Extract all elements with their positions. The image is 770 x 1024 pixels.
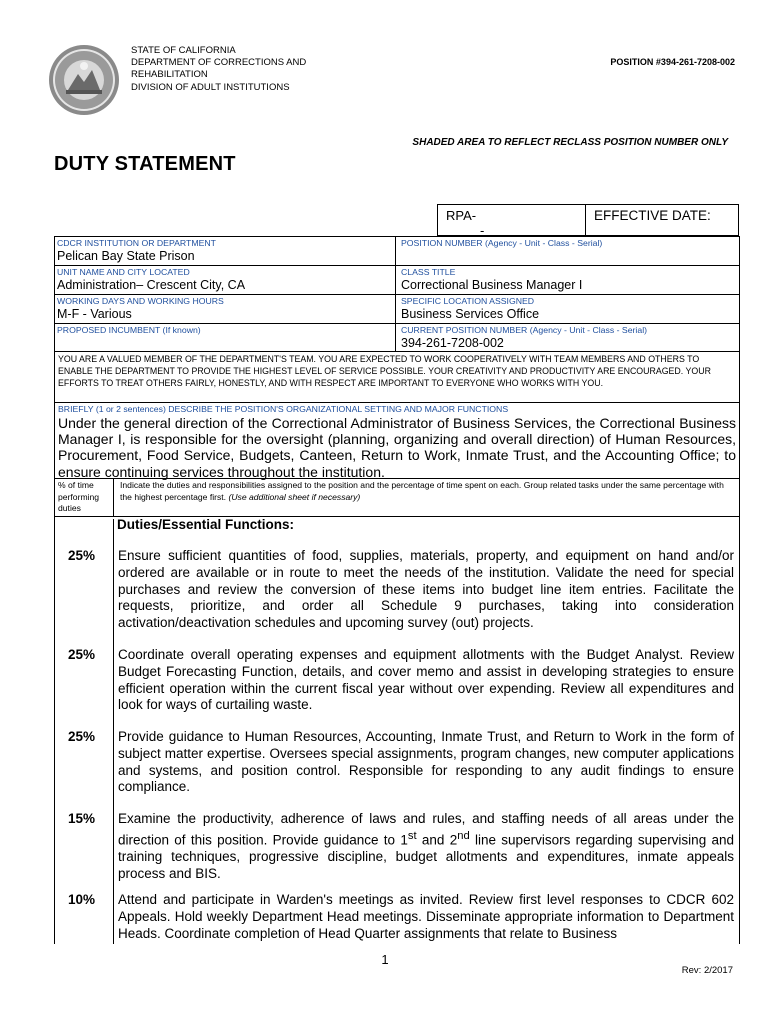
agency-line: STATE OF CALIFORNIA: [131, 45, 236, 56]
form-row-incumbent: [55, 324, 739, 352]
rpa-dash: -: [480, 223, 485, 238]
percent-time-label: % of time performing duties: [58, 480, 100, 513]
current-position-field[interactable]: [395, 324, 740, 351]
cdcr-seal-icon: [48, 44, 120, 116]
team-statement: YOU ARE A VALUED MEMBER OF THE DEPARTMENT'S TEAM. YOU ARE EXPECTED TO WORK COOPERATIVELY WITH TEAM MEMBERS AND OTHERS TO ENABLE THE DEPARTMENT TO PROVIDE THE HIGHEST LEVEL OF SERVICE POSSIBLE. YOUR CREATIVITY AND PRODUCTIVITY ARE ENCOURAGED. YOUR EFFORTS TO TREAT OTHERS FAIRLY, HONESTLY, AND WITH RESPECT ARE IMPORTANT TO EVERYONE WHO WORKS WITH YOU.: [58, 354, 711, 388]
working-days-field[interactable]: [55, 295, 395, 323]
unit-field[interactable]: [55, 266, 395, 294]
duty-text: Provide guidance to Human Resources, Accounting, Inmate Trust, and Return to Work in the form of subject matter expertise. Oversees special assignments, program changes, new computer applications and systems, and position control. Responsible for responding to any audit findings to ensure compliance.: [118, 729, 734, 795]
agency-block: [131, 45, 306, 94]
working-days-label: WORKING DAYS AND WORKING HOURS: [57, 296, 224, 306]
position-number-label: POSITION NUMBER (Agency - Unit - Class - Serial): [401, 238, 603, 248]
duty-percent: 25%: [67, 647, 95, 662]
revision-date: Rev: 2/2017: [681, 965, 733, 976]
effective-date-label: EFFECTIVE DATE:: [594, 208, 711, 223]
specific-location-value: Business Services Office: [401, 307, 540, 321]
duty-text: Coordinate overall operating expenses and equipment allotments with the Budget Analyst. Review Budget Forecasting Function, details, and cover memo and assist in developing strategies to ensure efficient operation within the current fiscal year without over expending. Review all expenditures and look for ways of curtailing waste.: [118, 647, 734, 713]
position-number-header: POSITION #394-261-7208-002: [610, 57, 735, 67]
duty-percent: 15%: [67, 811, 95, 826]
institution-label: CDCR INSTITUTION OR DEPARTMENT: [57, 238, 216, 248]
duty-statement-form: [54, 236, 740, 944]
duties-heading: Duties/Essential Functions:: [117, 517, 295, 532]
duty-text-sup: nd: [457, 829, 470, 842]
duties-column-divider: [113, 519, 114, 944]
duty-text-part: line supervisors regarding supervising and training techniques, progressive discipline, budget allotments and expenditures, inmate appeals process and BIS.: [118, 832, 735, 881]
duty-percent: 10%: [67, 892, 95, 907]
working-days-value: M-F - Various: [57, 307, 132, 321]
rpa-label: RPA-: [446, 208, 477, 223]
agency-line: DIVISION OF ADULT INSTITUTIONS: [131, 81, 290, 93]
duties-instructions: [113, 479, 739, 516]
agency-line: REHABILITATION: [131, 69, 208, 81]
form-row-unit: [55, 266, 739, 295]
shaded-area-note: SHADED AREA TO REFLECT RECLASS POSITION NUMBER ONLY: [412, 137, 728, 148]
rpa-box: [437, 204, 739, 236]
proposed-incumbent-field[interactable]: [55, 324, 395, 351]
class-title-label: CLASS TITLE: [401, 267, 456, 277]
position-number-field[interactable]: [395, 237, 740, 265]
duty-text: Ensure sufficient quantities of food, supplies, materials, property, and equipment on hand and/or ordered are available or in route to meet the needs of the institution. Validate the need for special purchases and review the conversion of these items into budget line item entries. Facilitate the requests, prioritize, and order all Schedule 9 purchases, taking into consideration activation/deactivation schedules and upcoming survey (out) projects.: [118, 548, 734, 631]
current-position-label: CURRENT POSITION NUMBER (Agency - Unit - Class - Serial): [401, 325, 648, 335]
institution-value: Pelican Bay State Prison: [57, 249, 195, 263]
duty-text: Attend and participate in Warden's meetings as invited. Review first level responses to CDCR 602 Appeals. Hold weekly Department Head meetings. Disseminate appropriate information to Department Heads. Coordinate completion of Head Quarter assignments that relate to Business: [118, 892, 734, 941]
duties-instructions-text: Indicate the duties and responsibilities assigned to the position and the percentage of time spent on each. Group related tasks under the same percentage with the highest percentage first.: [120, 480, 724, 502]
duties-header-row: [55, 479, 739, 517]
form-row-days: [55, 295, 739, 324]
class-title-field[interactable]: [395, 266, 740, 294]
unit-value: Administration– Crescent City, CA: [57, 278, 246, 292]
form-row-institution: [55, 237, 739, 266]
brief-label: BRIEFLY (1 or 2 sentences) DESCRIBE THE POSITION'S ORGANIZATIONAL SETTING AND MAJOR FUNCTIONS: [58, 404, 509, 414]
brief-text: Under the general direction of the Correctional Administrator of Business Services, the Correctional Business Manager I, is responsible for the oversight (planning, organizing and overall direction) of Human Resources, Procurement, Food Service, Budgets, Canteen, Return to Work, Inmate Trust, and the Accounting Office; to ensure continuing services throughout the institution.: [58, 415, 736, 480]
effective-date-field[interactable]: [586, 205, 738, 235]
rpa-field[interactable]: [438, 205, 586, 238]
agency-line: DEPARTMENT OF CORRECTIONS AND: [131, 57, 307, 69]
duty-percent: 25%: [67, 548, 95, 563]
unit-label: UNIT NAME AND CITY LOCATED: [57, 267, 190, 277]
duty-text-part: Examine the productivity, adherence of laws and rules, and staffing needs of all areas under the direction of this position. Provide guidance to 1: [118, 811, 734, 848]
team-statement-row: [55, 352, 739, 403]
current-position-value: 394-261-7208-002: [401, 336, 504, 350]
specific-location-label: SPECIFIC LOCATION ASSIGNED: [401, 296, 535, 306]
duty-text: [118, 811, 734, 883]
class-title-value: Correctional Business Manager I: [401, 278, 583, 292]
duties-instructions-italic: (Use additional sheet if necessary): [228, 491, 361, 502]
duty-text-part: and 2: [416, 832, 458, 848]
page-number: 1: [381, 952, 389, 967]
duty-text-sup: st: [407, 829, 417, 842]
duty-percent: 25%: [67, 729, 95, 744]
brief-row[interactable]: [55, 403, 739, 479]
page-title: DUTY STATEMENT: [54, 153, 236, 175]
specific-location-field[interactable]: [395, 295, 740, 323]
institution-field[interactable]: [55, 237, 395, 265]
proposed-incumbent-label: PROPOSED INCUMBENT (If known): [57, 325, 201, 335]
